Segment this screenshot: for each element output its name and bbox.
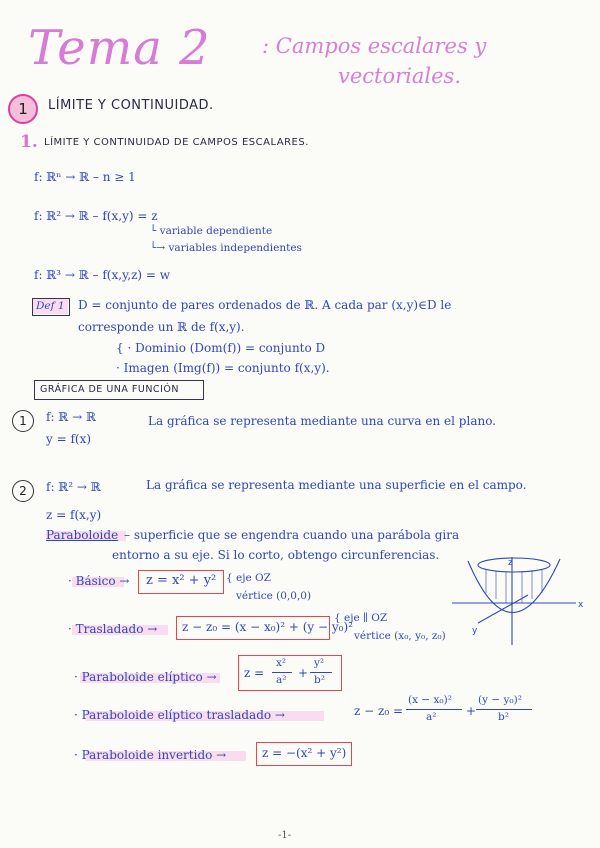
hatching — [486, 569, 542, 603]
eliptico-trasladado-label: · Paraboloide elíptico trasladado → — [74, 708, 285, 722]
y-axis-line — [478, 595, 528, 623]
item1-description: La gráfica se representa mediante una curva en el plano. — [148, 414, 497, 428]
function-rn-line: f: ℝⁿ → ℝ – n ≥ 1 — [34, 170, 136, 184]
eliptico-trasladado-den-a: a² — [426, 711, 437, 723]
item1-function: f: ℝ → ℝ — [46, 410, 96, 424]
trasladado-note-axis: { eje ∥ OZ — [334, 612, 388, 624]
axis-y-label: y — [472, 626, 478, 636]
section-number-badge: 1 — [8, 94, 38, 124]
definition-line2: corresponde un ℝ de f(x,y). — [78, 320, 245, 334]
definition-tag: Def 1 — [36, 300, 65, 312]
graph-section-label: GRÁFICA DE UNA FUNCIÓN — [40, 384, 179, 395]
eliptico-eq-left: z = — [244, 666, 265, 680]
axis-x-label: x — [578, 600, 584, 610]
eliptico-trasladado-plus: + — [466, 704, 477, 718]
paraboloid-sketch — [450, 555, 590, 650]
eliptico-trasladado-num-y: (y − y₀)² — [478, 694, 522, 706]
fraction-bar — [310, 672, 332, 673]
section-heading: LÍMITE Y CONTINUIDAD. — [48, 98, 214, 113]
dependent-variable-note: └ variable dependiente — [150, 225, 273, 237]
fraction-bar — [476, 709, 532, 710]
basico-label: · Básico → — [68, 574, 130, 588]
item2-equation: z = f(x,y) — [46, 508, 102, 522]
circle-section — [478, 558, 550, 572]
subsection-heading: LÍMITE Y CONTINUIDAD DE CAMPOS ESCALARES. — [44, 137, 309, 148]
basico-note-vertex: vértice (0,0,0) — [236, 590, 312, 602]
trasladado-label: · Trasladado → — [68, 622, 158, 636]
independent-variables-note: └→ variables independientes — [150, 242, 302, 254]
fraction-bar — [272, 672, 292, 673]
subsection-number: 1. — [20, 132, 38, 152]
page-title: Tema 2 — [28, 20, 211, 76]
invertido-equation: z = −(x² + y²) — [262, 746, 347, 760]
item-number-badge: 1 — [12, 410, 34, 432]
item2-function: f: ℝ² → ℝ — [46, 480, 101, 494]
page-subtitle-line2: vectoriales. — [338, 64, 462, 88]
parabola-curve — [468, 559, 560, 613]
fraction-bar — [406, 709, 462, 710]
definition-imagen: · Imagen (Img(f)) = conjunto f(x,y). — [116, 361, 330, 375]
definition-line1: D = conjunto de pares ordenados de ℝ. A cada par (x,y)∈D le — [78, 298, 452, 312]
eliptico-plus: + — [298, 666, 309, 680]
eliptico-trasladado-num-x: (x − x₀)² — [408, 694, 452, 706]
trasladado-note-vertex: vértice (x₀, y₀, z₀) — [354, 630, 446, 642]
eliptico-denominator-b: b² — [314, 674, 325, 686]
eliptico-denominator-a: a² — [276, 674, 287, 686]
function-r3-line: f: ℝ³ → ℝ – f(x,y,z) = w — [34, 268, 171, 282]
eliptico-numerator-x: x² — [276, 657, 287, 669]
axis-z-label: z — [508, 558, 513, 568]
eliptico-trasladado-den-b: b² — [498, 711, 509, 723]
function-r2-line: f: ℝ² → ℝ – f(x,y) = z — [34, 209, 158, 223]
definition-dominio: { · Dominio (Dom(f)) = conjunto D — [116, 341, 326, 355]
paraboloide-label: Paraboloide — [46, 528, 119, 542]
item-number-badge: 2 — [12, 480, 34, 502]
eliptico-label: · Paraboloide elíptico → — [74, 670, 217, 684]
item1-equation: y = f(x) — [46, 432, 92, 446]
basico-note-axis: { eje OZ — [226, 572, 271, 584]
invertido-label: · Paraboloide invertido → — [74, 748, 227, 762]
basico-equation: z = x² + y² — [146, 573, 217, 588]
trasladado-equation: z − z₀ = (x − x₀)² + (y − y₀)² — [182, 620, 353, 634]
page-number: -1- — [278, 830, 292, 841]
eliptico-trasladado-left: z − z₀ = — [354, 704, 404, 718]
page-subtitle-line1: : Campos escalares y — [262, 34, 487, 58]
paraboloide-desc1: – superficie que se engendra cuando una parábola gira — [124, 528, 460, 542]
item2-description: La gráfica se representa mediante una superficie en el campo. — [146, 478, 527, 492]
eliptico-numerator-y: y² — [314, 657, 325, 669]
paraboloide-desc2: entorno a su eje. Si lo corto, obtengo circunferencias. — [112, 548, 440, 562]
